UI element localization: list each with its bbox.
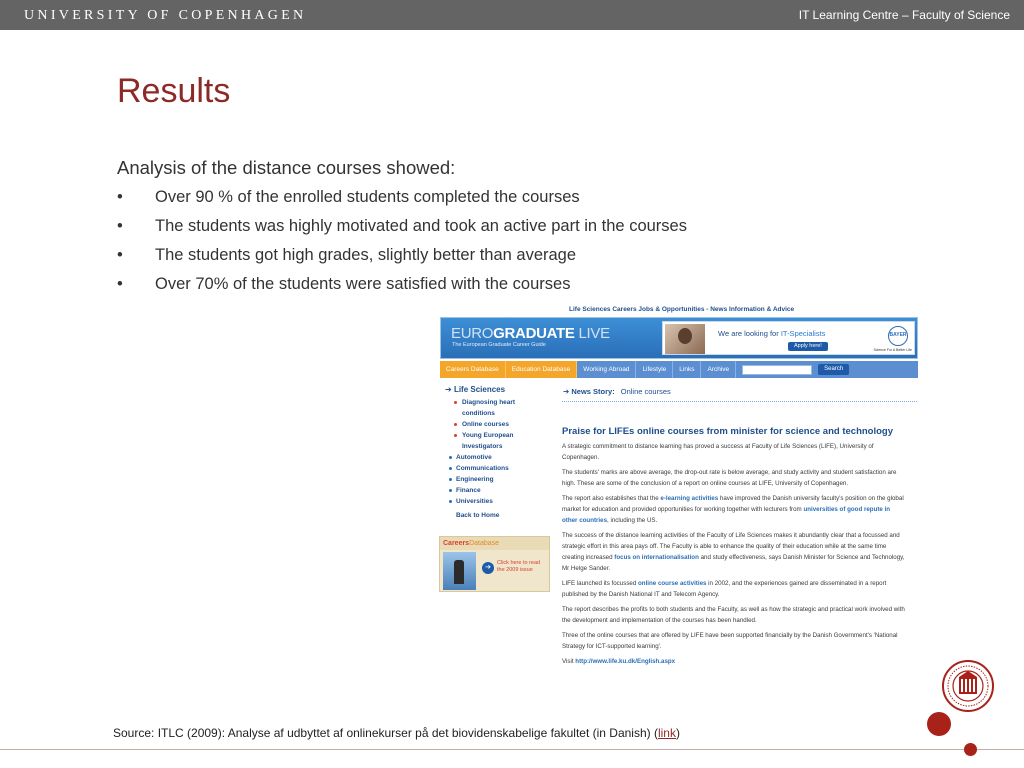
logo-graduate: GRADUATE [493, 325, 575, 342]
life-url-link[interactable]: http://www.life.ku.dk/English.aspx [575, 658, 676, 665]
p5-part: LIFE launched its focussed [562, 580, 639, 587]
leftnav-sub-item[interactable]: Diagnosing heart [445, 397, 555, 408]
bullet-marker: • [117, 246, 123, 264]
dotted-divider [562, 401, 917, 402]
leftnav-item-engineering[interactable]: Engineering [445, 474, 555, 485]
article-paragraph: A strategic commitment to distance learning has proved a success at Faculty of Life Sciences (LIFE), University of Copenhagen. [562, 443, 874, 461]
nav-links[interactable]: Links [673, 361, 701, 378]
nav-lifestyle[interactable]: Lifestyle [636, 361, 673, 378]
bullet-list [117, 188, 687, 304]
careers-title-a: Careers [443, 540, 470, 547]
bullet-marker: • [117, 275, 123, 293]
leftnav-item-communications[interactable]: Communications [445, 463, 555, 474]
article-paragraph: The students' marks are above average, the drop-out rate is below average, and study activity and student satisfaction are high. These are some of the conclusion of a report on online courses at LIFE, University of Copenhagen. [562, 469, 897, 487]
article-content [562, 387, 918, 667]
search-input[interactable] [742, 365, 812, 375]
apply-button[interactable]: Apply here! [788, 342, 828, 351]
logo-subtitle: The European Graduate Career Guide [452, 342, 546, 348]
article-paragraph: Three of the online courses that are offered by LIFE have been supported financially by the Danish Government's 'National Strategy for ICT-supported learning'. [562, 632, 898, 650]
decorative-dot-small [964, 743, 977, 756]
unit-name: IT Learning Centre – Faculty of Science [798, 8, 1010, 22]
search-button[interactable]: Search [818, 364, 849, 375]
bullet-text: The students was highly motivated and took an active part in the courses [155, 217, 687, 235]
bullet-marker: • [117, 217, 123, 235]
bullet-text: The students got high grades, slightly better than average [155, 246, 577, 264]
webpage-banner [440, 317, 918, 359]
intro-text: Analysis of the distance courses showed: [117, 157, 456, 178]
webpage-navbar [440, 361, 918, 378]
left-navigation [445, 385, 555, 519]
logo-live: LIVE [574, 325, 610, 342]
top-bar [0, 0, 1024, 30]
news-story-value: Online courses [620, 387, 671, 396]
p5-part: in 2002, and the experiences gained are disseminated in a report published by the Danish National IT and Telecom Agency. [562, 580, 887, 598]
p3-part: have improved the Danish university faculty's position on the global market for education and provided opportunities for working together with lecturers from [562, 495, 904, 513]
footer-rule [0, 749, 1024, 750]
back-to-home-link[interactable]: Back to Home [456, 512, 500, 519]
source-text: Source: ITLC (2009): Analyse af udbyttet af onlinekurser på det biovidenskabelige fakultet (in Danish) ( [113, 726, 658, 740]
slide-title: Results [117, 72, 231, 110]
careers-database-box[interactable] [439, 536, 550, 592]
bullet-item [117, 217, 687, 246]
article-paragraph [562, 656, 907, 667]
person-icon [678, 328, 692, 344]
article-paragraph [562, 493, 907, 526]
article-paragraph [562, 578, 907, 600]
bullet-marker: • [117, 188, 123, 206]
news-story-header [562, 387, 918, 396]
nav-education-database[interactable]: Education Database [506, 361, 578, 378]
p4-part: and study effectiveness, says Danish Minister for Science and Technology, Mr Helge Sander. [562, 554, 905, 572]
leftnav-heading[interactable]: ➔ Life Sciences [445, 385, 506, 394]
source-citation [113, 726, 680, 740]
logo-euro: EURO [451, 325, 494, 342]
leftnav-sub-item-cont[interactable]: Investigators [462, 443, 503, 450]
internationalisation-link[interactable]: focus on internationalisation [614, 554, 699, 561]
leftnav-item-finance[interactable]: Finance [445, 485, 555, 496]
bullet-item [117, 188, 687, 217]
magazine-cover-image [443, 552, 476, 590]
article-title: Praise for LIFEs online courses from minister for science and technology [562, 426, 894, 437]
p3-part: , including the US. [607, 517, 658, 524]
banner-ad[interactable] [662, 321, 915, 355]
careers-box-title [440, 537, 549, 550]
universities-link[interactable]: universities of good repute in other countries [562, 506, 891, 524]
news-story-label: News Story: [571, 387, 615, 396]
bullet-text: Over 70% of the students were satisfied with the courses [155, 275, 571, 293]
bullet-text: Over 90 % of the enrolled students completed the courses [155, 188, 580, 206]
decorative-dot-large [927, 712, 951, 736]
nav-careers-database[interactable]: Careers Database [440, 361, 506, 378]
careers-box-text[interactable] [497, 560, 540, 574]
p8-part: Visit [562, 658, 576, 665]
ad-text [718, 329, 825, 338]
nav-working-abroad[interactable]: Working Abroad [577, 361, 636, 378]
article-paragraph: The report describes the profits to both students and the Faculty, as well as how the strategic and practical work involved with the development and implementation of the courses has been handled. [562, 606, 905, 624]
leftnav-item-automotive[interactable]: Automotive [445, 452, 555, 463]
university-seal-logo [939, 659, 997, 713]
source-link[interactable]: link [657, 726, 676, 740]
arrow-right-icon[interactable]: ➔ [482, 562, 494, 574]
person-figure [454, 560, 464, 584]
careers-text-line1: Click here to read [497, 560, 541, 566]
webpage-tagline: Life Sciences Careers Jobs & Opportunities - News Information & Advice [569, 306, 795, 313]
ad-photo [665, 324, 705, 354]
eurograduate-logo [451, 325, 610, 342]
careers-text-line2: the 2009 issue [497, 567, 533, 573]
university-name: UNIVERSITY OF COPENHAGEN [24, 8, 307, 23]
arrow-icon: ➔ [563, 387, 572, 396]
bayer-tagline: Science For A Better Life [873, 348, 912, 352]
online-course-link[interactable]: online course activities [638, 580, 707, 587]
leftnav-heading-label: Life Sciences [453, 385, 506, 394]
p4-part: The success of the distance learning activities of the Faculty of Life Sciences makes it abundantly clear that a focussed and strategic effort in this area pays off. The Faculty is able to enhance the quality of their education while at the same time creating increased [562, 532, 900, 561]
leftnav-sub-item[interactable]: Online courses [445, 419, 555, 430]
webpage-screenshot [433, 300, 923, 710]
ad-text-highlight: IT-Specialists [780, 329, 826, 338]
ad-text-main: We are looking for [718, 329, 781, 338]
p3-part: The report also establishes that the [562, 495, 661, 502]
source-close: ) [675, 726, 680, 740]
bullet-item [117, 246, 687, 275]
leftnav-item-universities[interactable]: Universities [445, 496, 555, 507]
careers-title-b: Database [469, 540, 500, 547]
leftnav-sub-item-cont[interactable]: conditions [462, 410, 495, 417]
nav-archive[interactable]: Archive [701, 361, 736, 378]
article-paragraph [562, 530, 907, 574]
e-learning-link[interactable]: e-learning activities [660, 495, 719, 502]
leftnav-sub-item[interactable]: Young European [445, 430, 555, 441]
bayer-logo: BAYER [888, 326, 908, 346]
